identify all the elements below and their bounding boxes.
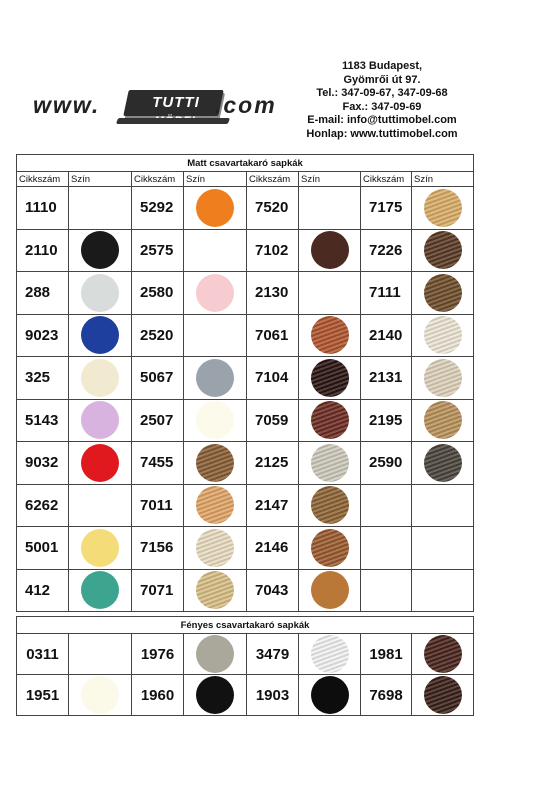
color-swatch xyxy=(196,676,234,714)
item-color-cell xyxy=(299,229,361,272)
color-swatch xyxy=(196,274,234,312)
item-code: 325 xyxy=(17,357,69,400)
table-row xyxy=(17,484,474,527)
matt-title: Matt csavartakaró sapkák xyxy=(17,155,474,172)
color-swatch xyxy=(81,316,119,354)
contact-website: Honlap: www.tuttimobel.com xyxy=(306,127,458,140)
color-swatch xyxy=(311,571,349,609)
table-row xyxy=(17,527,474,570)
item-color-cell xyxy=(412,569,474,612)
item-color-cell xyxy=(299,484,361,527)
item-color-cell xyxy=(184,484,247,527)
item-code: 6262 xyxy=(17,484,69,527)
item-color-cell xyxy=(299,314,361,357)
contact-email: E-mail: info@tuttimobel.com xyxy=(307,114,457,127)
color-swatch xyxy=(424,189,462,227)
item-code: 2195 xyxy=(361,399,412,442)
item-code xyxy=(361,527,412,570)
color-swatch xyxy=(311,635,349,673)
item-color-cell xyxy=(69,357,132,400)
item-color-cell xyxy=(299,357,361,400)
item-code xyxy=(361,484,412,527)
item-color-cell xyxy=(184,229,247,272)
item-code: 2130 xyxy=(247,272,299,315)
header-code: Cikkszám xyxy=(361,172,412,187)
item-code: 2520 xyxy=(132,314,184,357)
color-swatch xyxy=(311,401,349,439)
item-color-cell xyxy=(69,272,132,315)
logo-suffix: .com xyxy=(215,92,277,118)
item-code: 2140 xyxy=(361,314,412,357)
item-code: 0311 xyxy=(17,634,69,675)
item-code: 2146 xyxy=(247,527,299,570)
header-color: Szín xyxy=(412,172,474,187)
color-swatch xyxy=(81,274,119,312)
item-color-cell xyxy=(299,187,361,230)
logo-prefix: www. xyxy=(33,92,101,118)
item-code: 7043 xyxy=(247,569,299,612)
item-code: 7071 xyxy=(132,569,184,612)
table-row xyxy=(17,229,474,272)
item-color-cell xyxy=(184,314,247,357)
item-code: 7011 xyxy=(132,484,184,527)
color-swatch xyxy=(424,676,462,714)
item-code: 3479 xyxy=(247,634,299,675)
item-color-cell xyxy=(184,675,247,716)
item-color-cell xyxy=(412,675,474,716)
item-color-cell xyxy=(412,187,474,230)
color-swatch xyxy=(196,529,234,567)
table-row xyxy=(17,187,474,230)
item-color-cell xyxy=(69,229,132,272)
color-swatch xyxy=(311,444,349,482)
table-row xyxy=(17,357,474,400)
table-row xyxy=(17,314,474,357)
item-color-cell xyxy=(69,399,132,442)
color-swatch xyxy=(424,635,462,673)
item-color-cell xyxy=(184,442,247,485)
matt-title-row xyxy=(17,155,474,172)
item-code: 7059 xyxy=(247,399,299,442)
table-row xyxy=(17,675,474,716)
item-code: 1960 xyxy=(132,675,184,716)
item-color-cell xyxy=(69,442,132,485)
color-swatch xyxy=(424,274,462,312)
item-color-cell xyxy=(184,272,247,315)
item-color-cell xyxy=(412,272,474,315)
gloss-title: Fényes csavartakaró sapkák xyxy=(17,617,474,634)
item-code: 7061 xyxy=(247,314,299,357)
logo-brand-word-1: TUTTI xyxy=(152,94,200,111)
item-code: 7102 xyxy=(247,229,299,272)
item-code: 9023 xyxy=(17,314,69,357)
item-code: 1976 xyxy=(132,634,184,675)
item-code: 2131 xyxy=(361,357,412,400)
item-code: 7111 xyxy=(361,272,412,315)
item-color-cell xyxy=(299,569,361,612)
item-code: 288 xyxy=(17,272,69,315)
item-code: 1110 xyxy=(17,187,69,230)
contact-fax: Fax.: 347-09-69 xyxy=(342,100,422,113)
color-swatch xyxy=(81,571,119,609)
item-code: 7455 xyxy=(132,442,184,485)
color-swatch xyxy=(81,676,119,714)
item-code: 7520 xyxy=(247,187,299,230)
color-swatch xyxy=(311,359,349,397)
color-swatch xyxy=(196,444,234,482)
item-color-cell xyxy=(299,399,361,442)
item-color-cell xyxy=(184,187,247,230)
contact-street: Gyömrői út 97. xyxy=(343,73,421,86)
item-color-cell xyxy=(69,675,132,716)
item-code: 2507 xyxy=(132,399,184,442)
color-swatch xyxy=(311,231,349,269)
item-color-cell xyxy=(184,399,247,442)
contact-phone: Tel.: 347-09-67, 347-09-68 xyxy=(316,87,448,100)
item-color-cell xyxy=(412,634,474,675)
item-color-cell xyxy=(69,569,132,612)
item-color-cell xyxy=(412,527,474,570)
gloss-title-row xyxy=(17,617,474,634)
item-color-cell xyxy=(184,527,247,570)
item-code: 2147 xyxy=(247,484,299,527)
item-color-cell xyxy=(184,357,247,400)
table-row xyxy=(17,634,474,675)
item-code: 2125 xyxy=(247,442,299,485)
item-code: 7226 xyxy=(361,229,412,272)
item-color-cell xyxy=(412,442,474,485)
item-code: 412 xyxy=(17,569,69,612)
table-row xyxy=(17,272,474,315)
color-swatch xyxy=(81,231,119,269)
color-swatch xyxy=(81,444,119,482)
item-color-cell xyxy=(412,229,474,272)
gloss-caps-table xyxy=(16,616,474,716)
item-color-cell xyxy=(69,187,132,230)
item-code: 9032 xyxy=(17,442,69,485)
table-row xyxy=(17,442,474,485)
color-swatch xyxy=(196,359,234,397)
color-swatch xyxy=(196,486,234,524)
color-swatch xyxy=(311,529,349,567)
item-color-cell xyxy=(69,484,132,527)
header-color: Szín xyxy=(69,172,132,187)
item-color-cell xyxy=(412,357,474,400)
item-color-cell xyxy=(184,634,247,675)
color-swatch xyxy=(196,635,234,673)
item-code: 2575 xyxy=(132,229,184,272)
color-swatch xyxy=(311,676,349,714)
item-color-cell xyxy=(299,634,361,675)
item-code: 7156 xyxy=(132,527,184,570)
color-swatch xyxy=(424,401,462,439)
color-swatch xyxy=(311,486,349,524)
item-code: 2110 xyxy=(17,229,69,272)
item-code: 7104 xyxy=(247,357,299,400)
color-swatch xyxy=(424,444,462,482)
item-color-cell xyxy=(69,527,132,570)
header-code: Cikkszám xyxy=(132,172,184,187)
matt-caps-table xyxy=(16,154,474,612)
header-color: Szín xyxy=(184,172,247,187)
item-color-cell xyxy=(412,484,474,527)
header-row xyxy=(17,172,474,187)
item-color-cell xyxy=(69,314,132,357)
company-logo xyxy=(33,88,288,128)
color-swatch xyxy=(196,401,234,439)
item-color-cell xyxy=(412,314,474,357)
item-code xyxy=(361,569,412,612)
item-color-cell xyxy=(299,675,361,716)
color-swatch xyxy=(424,316,462,354)
item-code: 2590 xyxy=(361,442,412,485)
color-swatch xyxy=(196,571,234,609)
item-code: 5292 xyxy=(132,187,184,230)
color-swatch xyxy=(81,401,119,439)
item-code: 5143 xyxy=(17,399,69,442)
item-code: 1903 xyxy=(247,675,299,716)
color-swatch xyxy=(311,316,349,354)
logo-swoosh xyxy=(116,118,230,124)
table-row xyxy=(17,399,474,442)
item-color-cell xyxy=(299,527,361,570)
color-swatch xyxy=(424,231,462,269)
color-swatch xyxy=(81,359,119,397)
item-code: 5067 xyxy=(132,357,184,400)
item-color-cell xyxy=(299,272,361,315)
item-code: 1951 xyxy=(17,675,69,716)
item-code: 7698 xyxy=(361,675,412,716)
item-code: 2580 xyxy=(132,272,184,315)
item-color-cell xyxy=(184,569,247,612)
color-swatch xyxy=(81,529,119,567)
header-code: Cikkszám xyxy=(17,172,69,187)
item-color-cell xyxy=(69,634,132,675)
table-row xyxy=(17,569,474,612)
item-code: 1981 xyxy=(361,634,412,675)
color-swatch xyxy=(196,189,234,227)
header-code: Cikkszám xyxy=(247,172,299,187)
contact-block xyxy=(292,60,472,142)
item-color-cell xyxy=(299,442,361,485)
item-color-cell xyxy=(412,399,474,442)
header-color: Szín xyxy=(299,172,361,187)
item-code: 7175 xyxy=(361,187,412,230)
contact-address: 1183 Budapest, xyxy=(341,60,423,72)
color-swatch xyxy=(424,359,462,397)
item-code: 5001 xyxy=(17,527,69,570)
